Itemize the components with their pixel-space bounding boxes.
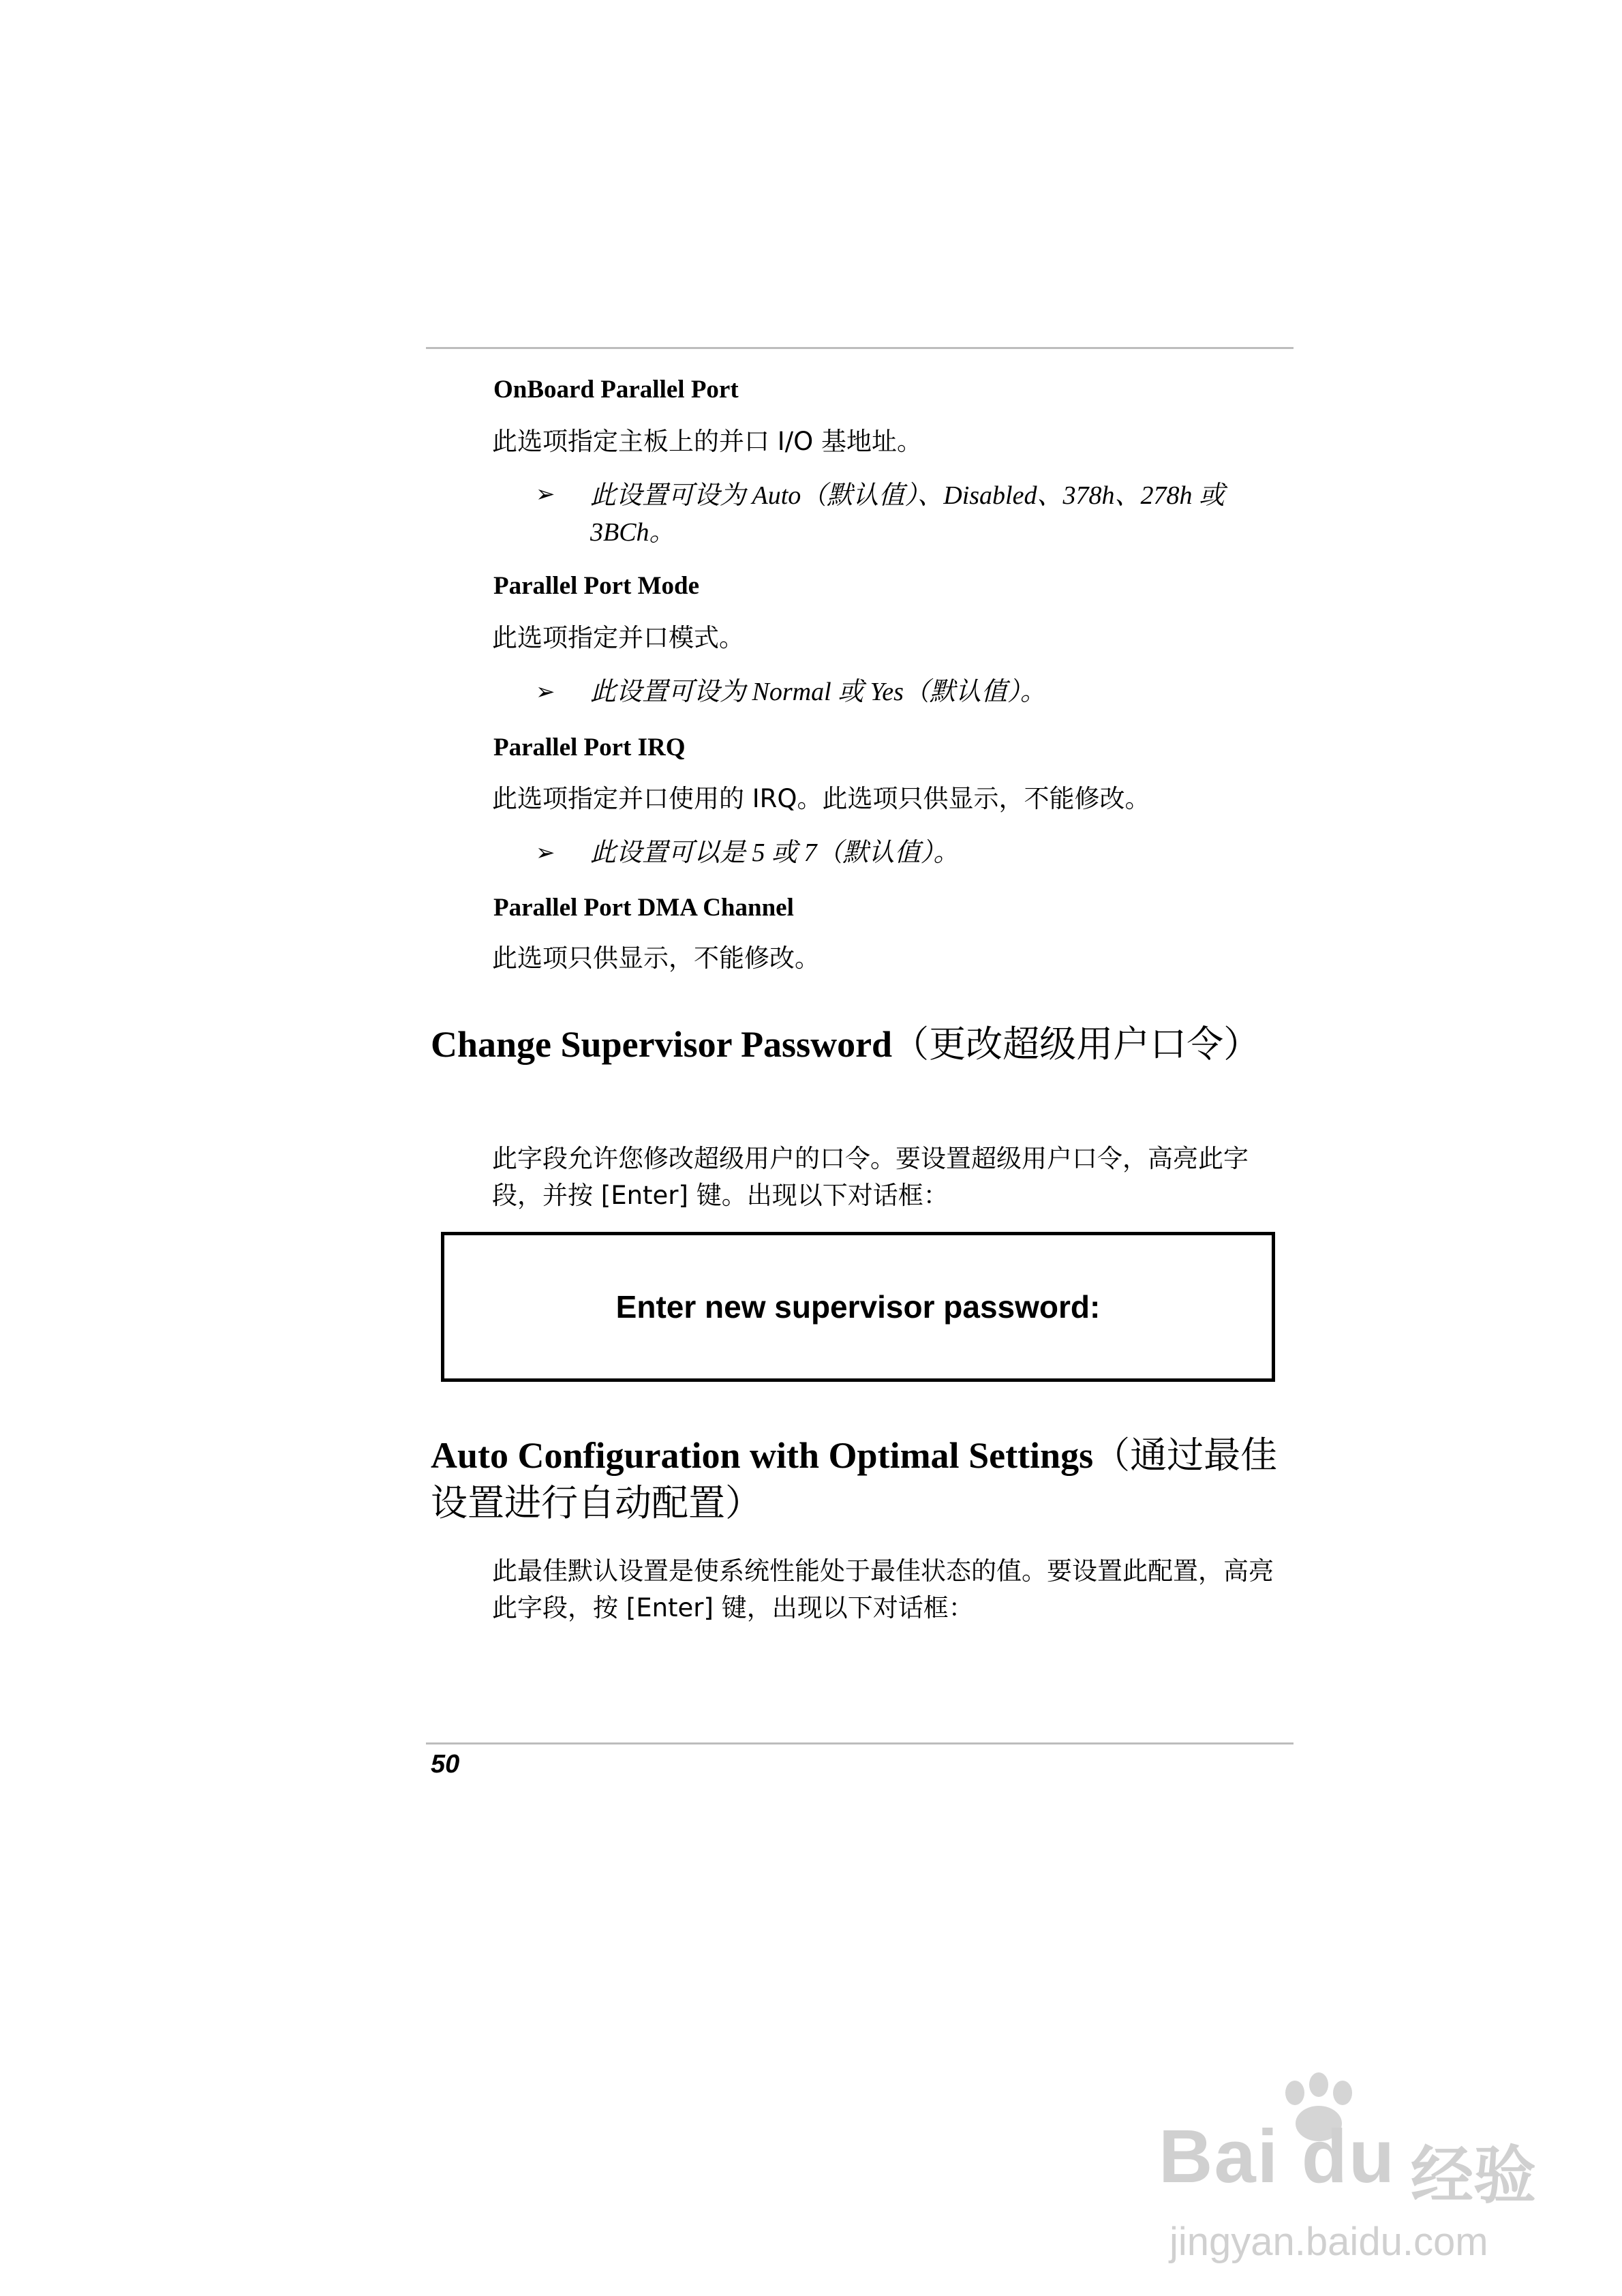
top-rule [426, 347, 1294, 349]
parallel-port-dma-description: 此选项只供显示，不能修改。 [492, 943, 820, 973]
parallel-port-irq-description: 此选项指定并口使用的 IRQ。此选项只供显示，不能修改。 [492, 784, 1150, 813]
auto-configuration-title [431, 1432, 1296, 1527]
parallel-port-irq-heading: Parallel Port IRQ [493, 734, 686, 761]
dialog-prompt: Enter new supervisor password: [615, 1289, 1101, 1325]
onboard-parallel-port-option: 此设置可设为 Auto（默认值）、Disabled、378h、278h 或 3BCh。 [590, 481, 1225, 547]
parallel-port-mode-description: 此选项指定并口模式。 [492, 623, 744, 652]
watermark-logo: Bai du [1159, 2115, 1396, 2199]
auto-config-body: 此最佳默认设置是使系统性能处于最佳状态的值。要设置此配置，高亮此字段，按 [Enter] 键，出现以下对话框： [492, 1556, 1274, 1622]
onboard-parallel-port-description: 此选项指定主板上的并口 I/O 基地址。 [492, 427, 923, 456]
bottom-rule [426, 1742, 1294, 1744]
parallel-port-irq-option: 此设置可以是 5 或 7（默认值）。 [590, 839, 960, 867]
bullet-arrow-icon: ➢ [536, 839, 555, 866]
auto-config-title-en: Auto Configuration with Optimal Settings [431, 1435, 1094, 1476]
change-supervisor-password-title [431, 1021, 1296, 1068]
change-password-body: 此字段允许您修改超级用户的口令。要设置超级用户口令，高亮此字段，并按 [Enter] 键。出现以下对话框： [492, 1144, 1249, 1210]
bullet-arrow-icon: ➢ [536, 481, 555, 508]
bullet-arrow-icon: ➢ [536, 678, 555, 706]
change-password-title-cn: （更改超级用户口令） [892, 1023, 1261, 1066]
page-number: 50 [431, 1750, 460, 1779]
parallel-port-dma-heading: Parallel Port DMA Channel [493, 894, 794, 922]
baidu-jingyan-watermark [1159, 2072, 1540, 2270]
parallel-port-mode-heading: Parallel Port Mode [493, 572, 700, 600]
watermark-url: jingyan.baidu.com [1169, 2220, 1488, 2264]
supervisor-password-dialog [441, 1232, 1275, 1382]
change-password-title-en: Change Supervisor Password [431, 1024, 893, 1065]
parallel-port-mode-option: 此设置可设为 Normal 或 Yes（默认值）。 [590, 678, 1046, 706]
onboard-parallel-port-heading: OnBoard Parallel Port [493, 376, 739, 404]
watermark-label: 经验 [1411, 2139, 1537, 2212]
auto-config-title-cn: （通过最佳设置进行自动配置） [431, 1434, 1278, 1524]
